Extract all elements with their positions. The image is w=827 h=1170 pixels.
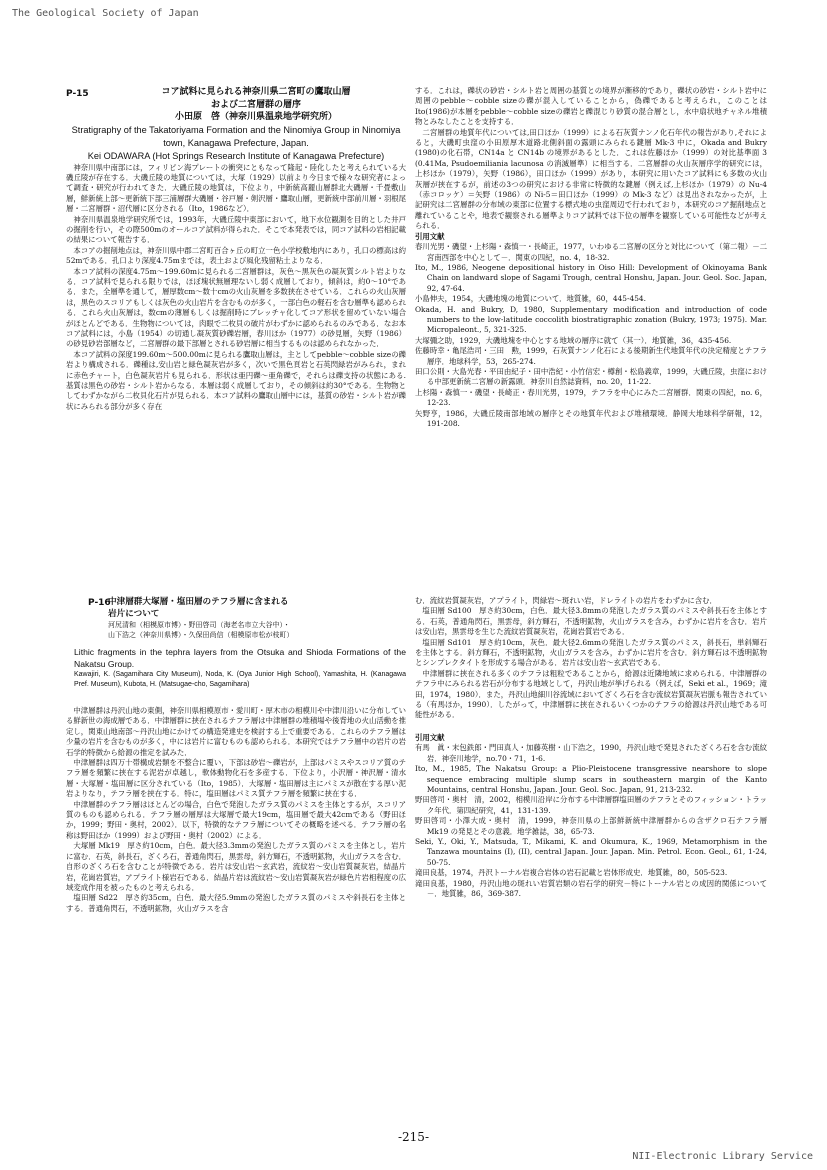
p15-paragraph: 本コア試料の深度199.60m〜500.00mに見られる鷹取山層は，主としてpebble〜cobble sizeの礫岩より構成される．礫種は,安山岩と緑色凝灰岩が多く，次いで黒色頁岩と石英閃緑岩がみられ，まれに赤色チャート，白色凝灰岩片も見られる．形状は亜円礫〜亜角礫で，それらは礫支持の状態にある.基質は黒色の砂岩・シルト岩からなる．本層は弱く成層しており，その傾斜は約30°である．生物物としてわずかながら二枚貝化石片が見られる．本コア試料の鷹取山層中には，基質の砂岩・シルト岩が礫状にみられる部分が多く存在 (66, 349, 406, 411)
p16-paragraph: 中津層群のテフラ層はほとんどの場合，白色で発泡したガラス質のパミスを主体とするが，スコリア質のものも認められる．テフラ層の層厚は大塚層で最大19cm，塩田層で最大42cmである（野田ほか，1999；野田・奥村，2002）．以下，特徴的なテフラ層についてその概略を述べる．テフラ層の名称は野田ほか（1999）および野田・奥村（2002）による． (66, 799, 406, 840)
p15-author-jp: 小田原 啓（神奈川県温泉地学研究所） (174, 112, 337, 122)
p15-paragraph: する．これは，礫状の砂岩・シルト岩と周囲の基質との境界が漸移的であり，礫状の砂岩・シルト岩中に周囲のpebble〜cobble sizeの礫が混入していることから，偽礫であると考えられ，このことはIto(1986)が本層をpebble〜cobble sizeの礫岩と礫混じり砂質の混合層とし，水中扇状地チャネル堆積物とみなしたことを支持する． (415, 86, 767, 127)
p16-paragraph: 中津層群は四万十帯構成岩類を不整合に覆い，下部は砂岩〜礫岩が，上部はパミスやスコリア質のテフラ層を頻繁に挟在する泥岩が卓越し，軟体動物化石を多産する．下位より，小沢層・神沢層・清水層・大塚層・塩田層に区分されている（Ito，1985）．大塚層・塩田層は主にパミスが散在する厚い泥岩よりなり，テフラ層を挟在する．特に，塩田層はパミス質テフラ層を頻繁に挟在する． (66, 758, 406, 799)
reference-item: Seki, Y., Oki, Y., Matsuda, T., Mikami, K. and Okumura, K., 1969, Metamorphism in the Tanzawa mountains (I), (II), central Japan. Jour. Japan. Min. Petrol. Econ. Geol., 61, 1-24, 50-75. (415, 836, 767, 867)
p16-title-jp-line1: 中津層群大塚層・塩田層のテフラ層に含まれる (108, 597, 289, 607)
reference-item: 野田啓司・小澤大成・奥村 清，1999，神奈川県の上部鮮新統中津層群からの含ザクロ石テフラ層 Mk19 の発見とその意義．地学雑誌，38，65-73. (415, 816, 767, 836)
p16-paragraph: 塩田層 Sd101 厚さ約10cm，灰色．最大径2.6mmの発泡したガラス質のパミス，斜長石，単斜輝石を主体とする．斜方輝石，不透明鉱物，火山ガラスを含み，わずかに岩片を含む．斜方輝石は不透明鉱物とシンプレクタイトを形成する場合がある．岩片は安山岩〜玄武岩である． (415, 637, 767, 668)
abstract-code-p15: P-15 (66, 89, 89, 99)
p16-paragraph: 塩田層 Sd22 厚さ約35cm，白色．最大径5.9mmの発泡したガラス質のパミスや斜長石を主体とする．普通角閃石，不透明鉱物，火山ガラスを含 (66, 893, 406, 913)
p16-left-column (66, 596, 406, 1112)
reference-item: 有馬 眞・末包鉄郎・門田真人・加藤英樹・山下浩之，1990，丹沢山地で発見されたざくろ石を含む流紋岩．神奈川地学，no.70・71，1-6. (415, 743, 767, 763)
p15-left-column (66, 86, 406, 561)
p16-references-heading: 引用文献 (415, 732, 445, 742)
reference-item: 大塚彌之助，1929，大磯地塊を中心とする地域の層序に就て（其一）．地質雑，36，435-456. (415, 335, 732, 345)
reference-item: Okada, H. and Bukry, D, 1980, Supplementary modification and introduction of code numbers to the low-latitude coccolith biostratigraphic zonation (Bukry, 1973; 1975). Mar. Micropaleont., 5, 321-325. (415, 304, 767, 335)
p16-paragraph: 中津層群は丹沢山地の東側，神奈川県相模原市・愛川町・厚木市の相模川や中津川沿いに分布している鮮新世の海成層である．中津層群に挟在されるテフラ層は中津層群の堆積場や後背地の火山活動を推定し，関東山地南部〜丹沢山地にかけての構造発達史を検討する上で重要である．これらのテフラ層は少量の岩片を含むものが多く，中には岩片に富むものも認められる．本研究ではテフラ層中の岩片の岩石学的特徴から給源の推定を試みた． (66, 706, 406, 757)
p16-title-en: Lithic fragments in the tephra layers from the Otsuka and Shioda Formations of the Nakatsu Group. (74, 647, 406, 669)
p16-paragraph: 塩田層 Sd100 厚さ約30cm，白色．最大径3.8mmの発泡したガラス質のパミスや斜長石を主体とする．石英，普通角閃石，黒雲母，斜方輝石，不透明鉱物，火山ガラスを含み，わずかに岩片を含む．岩片は安山岩，黒雲母を生じた流紋岩質凝灰岩，花崗岩質岩である． (415, 606, 767, 637)
p15-title-block (66, 86, 406, 124)
p16-paragraph: 大塚層 Mk19 厚さ約10cm，白色．最大径3.3mmの発泡したガラス質のパミスを主体とし，岩片に富む．石英，斜長石，ざくろ石，普通角閃石，黒雲母，斜方輝石，不透明鉱物，火山ガラスを含む．自形のざくろ石を含むことが特徴である．岩片は安山岩〜玄武岩，流紋岩〜安山岩質凝灰岩，結晶片岩，花崗岩質岩，アプライト様岩石である．結晶片岩は流紋岩〜安山岩質凝灰岩が緑色片岩相程度の広域変成作用を被ったものと考えられる． (66, 841, 406, 892)
p15-paragraph: 本コアの掘削地点は，神奈川県中郡二宮町百合ヶ丘の町立一色小学校敷地内にあり，孔口の標高は約52mである．孔口より深度4.75mまでは，表土および風化残留粘土よりなる． (66, 245, 406, 266)
reference-item: Ito, M., 1986, Neogene depositional history in Oiso Hill: Development of Okinoyama Bank Chain on landward slope of Sagami Trough, central Honshu, Japan. Jour. Geol. Soc. Japan, 92, 47-64. (415, 262, 767, 293)
page-number: -215- (397, 1130, 429, 1144)
reference-item: Ito, M., 1985, The Nakatsu Group: a Plio-Pleistocene transgressive nearshore to slope sequence embracing multiple slump scars in southeastern margin of the Kanto Mountains, central Honshu, Japan. Jour. Geol. Soc. Japan, 91, 213-232. (415, 764, 767, 794)
p15-title-jp-line2: および二宮層群の層序 (210, 99, 301, 110)
abstract-code-p16: P-16 (88, 598, 111, 608)
p15-paragraph: 二宮層群の地質年代については,田口ほか（1999）による石灰質ナンノ化石年代の報告があり,それによると，大磯町虫窪の小田原厚木道路北側斜面の露頭にみられる鍵層 Mk-3 中に，Okada and Bukry (1980)の化石帯，CN14a と CN14b の境界があるとした．これは佐藤ほか（1999）の対比基準面 3 (0.41Ma, Psudoemiliania lacunosa の消滅層準）に相当する．二宮層群の火山灰層序学的研究には，上杉ほか（1979），矢野（1986），田口ほか（1999）があり，本研究に用いたコア試料にも多数の火山灰層が挟在するが，前述の3つの研究における非常に特徴的な鍵層（例えば,上杉ほか（1979）の Nu-4（赤コロッケ）＝矢野（1986）の Ni-5＝田口ほか（1999）の Mk-3 など）は見出されなかったが，上記研究は二宮層群の分布域の東部に位置する標式地の虫窪周辺で行われており，本研究のコア掘削地点と離れていることや，地表で観察される層準よりコア試料では下位の層準を観察している可能性などが考えられる． (415, 127, 767, 231)
reference-item: 春川光男・磯望・上杉陽・森慎一・長崎正，1977，いわゆる二宮層の区分と対比について（第二報）－二宮南西部を中心として－．関東の四紀，no. 4，18-32. (415, 242, 767, 262)
p16-title-block (66, 596, 406, 640)
p15-title-en: Stratigraphy of the Takatoriyama Formation and the Ninomiya Group in Ninomiya town, Kanagawa Prefecture, Japan. (71, 124, 401, 148)
reference-item: 佐藤時幸・亀尾浩司・三田 勲，1999，石灰質ナンノ化石による後期新生代地質年代の決定精度とテフラ層序．地球科学，53，265-274. (415, 346, 767, 366)
reference-item: 野田啓司・奥村 清，2002，相模川沿岸に分布する中津層群塩田層のテフラとそのフィッション・トラック年代．第四紀研究，41，131-139. (415, 795, 767, 815)
p15-paragraph: 本コア試料の深度4.75m〜199.60mに見られる二宮層群は，灰色〜黒灰色の凝灰質シルト岩よりなる．コア試料で見られる限りでは，ほぼ塊状無層理ないし弱く成層しており，傾斜は，約0〜10°である．また，全層準を通して，層厚数cm〜数十cmの火山灰層を多数狭在させている．これらの火山灰層は，黒色のスコリアもしくは灰色の火山岩片を含むものが多く，一部白色の軽石を含む層準も認められる．これら火山灰層は，数cmの薄層もしくは掘削時にブレッチャ化してコア形状を留めていない場合がほとんどである．生物物については，肉眼で二枚貝の破片がわずかに認められるのみである．なお本コア試料には，小島（1954）の切通し凝灰質砂礫岩層，春川ほか（1977）の砂見層，矢野（1986）の砂見砂岩部層など，二宮層群の最下部層とされる砂岩層に相当するものは認められなかった． (66, 266, 406, 349)
p16-paragraph: 中津層群に挟在される多くのテフラは粗粒であることから，給源は近隣地域に求められる．中津層群のテフラ中にみられる岩石が分布する地域として，丹沢山地が挙げられる（例えば，Seki et al.，1969；滝田，1974，1980）．また，丹沢山地細川谷流域においてざくろ石を含む流紋岩質凝灰岩脈も報告されている（有馬ほか，1990）．したがって，中津層群に挟在されるいくつかのテフラの給源は丹沢山地である可能性がある． (415, 668, 767, 720)
p15-right-column (415, 86, 767, 561)
p16-title-jp-line2: 岩片について (108, 609, 160, 619)
p16-authors-jp-line1: 河尻清和（相模原市博）・野田啓司（海老名市立大谷中）・ (108, 621, 290, 629)
p15-paragraph: 神奈川県温泉地学研究所では，1993年，大磯丘陵中東部において，地下水位観測を目的とした井戸の掘削を行い，その際500mのオールコア試料が得られた．そこで本発表では，同コア試料の岩相記載の結果について報告する． (66, 214, 406, 245)
reference-item: 上杉陽・森慎一・磯望・長崎正・春川光男，1979，テフラを中心にみた二宮層群．関東の四紀，no. 6，12-23. (415, 387, 767, 408)
p15-references-heading: 引用文献 (415, 231, 445, 241)
p15-title-en-block (66, 124, 406, 163)
reference-item: 滝田良基，1974，丹沢トーナル岩複合岩体の岩石記載と岩体形成史．地質雑，80，505-523. (415, 868, 728, 878)
library-footer: NII-Electronic Library Service (632, 1151, 813, 1162)
reference-item: 田口公則・大島光春・平田由紀子・田中浩紀・小竹信宏・樽創・松島義章，1999，大磯丘陵，虫窪における中部更新統二宮層の新露頭．神奈川自然誌資料，no. 20，11-22. (415, 366, 767, 387)
p15-title-jp-line1: コア試料に見られる神奈川県二宮町の鷹取山層 (161, 87, 351, 97)
p16-authors-en: Kawajiri, K. (Sagamihara City Museum), Noda, K. (Oya Junior High School), Yamashita, H. (Kanagawa Pref. Museum), Kubota, H. (Matsugae-cho, Sagamihara) (74, 671, 406, 688)
journal-header: The Geological Society of Japan (12, 8, 199, 19)
p16-title-en-block (66, 646, 406, 690)
p15-paragraph: 神奈川県中南部には，フィリピン海プレートの衝突にともなって隆起・陸化したと考えられている大磯丘陵が存在する．大磯丘陵の地質については，大塚（1929）以前より今日まで様々な研究者によって調査・研究が行われてきた．大磯丘陵の地質は，下位より，中新統高麗山層群北大磯層・千畳敷山層，鮮新統上部〜更新統下部三浦層群大磯層・谷戸層・剣沢層・鷹取山層，更新統中部前川層・羽根尾層・二宮層群・沼代層に区分される（Ito，1986など）． (66, 162, 406, 214)
p16-paragraph: む．流紋岩質凝灰岩，アプライト，閃緑岩〜斑れい岩，ドレライトの岩片をわずかに含む． (415, 596, 717, 605)
p16-authors-jp-line2: 山下浩之（神奈川県博）・久保田尚信（相模原市松が枝町） (108, 631, 294, 639)
reference-item: 小島伸夫，1954，大磯地塊の地質について．地質雑，60，445-454. (415, 294, 646, 304)
reference-item: 矢野亨，1986，大磯丘陵南部地域の層序とその地質年代および堆積環境．静岡大地球科学研報，12，191-208. (415, 408, 767, 428)
p15-author-en: Kei ODAWARA (Hot Springs Research Institute of Kanagawa Prefecture) (87, 150, 385, 161)
reference-item: 滝田良基，1980，丹沢山地の斑れい岩質岩類の岩石学的研究－特にトーナル岩との成因的関係について－．地質雑，86，369-387. (415, 878, 767, 898)
p16-right-column (415, 596, 767, 1112)
